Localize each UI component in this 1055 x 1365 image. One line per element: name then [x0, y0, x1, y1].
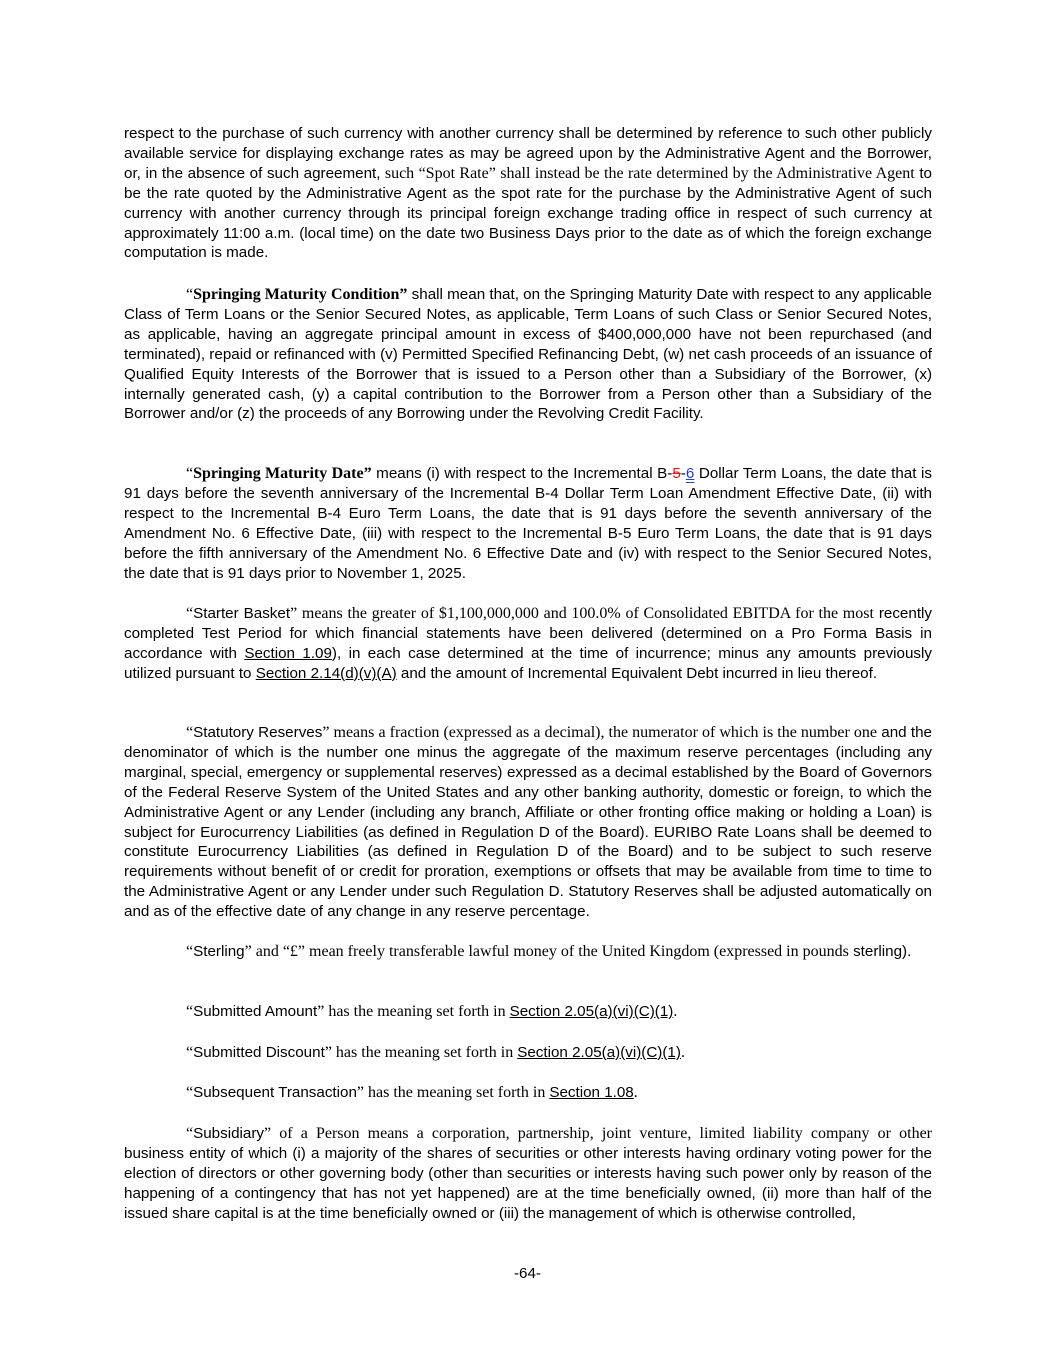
definition-text-serif: ” means the greater of $1,100,000,000 and 100.0% of Consolidated EBITDA for the most: [290, 605, 874, 622]
defined-term: Springing Maturity Date”: [193, 465, 372, 482]
definition-text: business entity of which (i) a majority of the shares of securities or other interests having ordinary voting power for the election of directors or other governing body (other than securities or interests having such power only by reason of the happening of a contingency that has not yet happened) are at the time beneficially owned, (ii) more than half of the issued share capital is at the time beneficially owned or (iii) the management of which is otherwise controlled,: [124, 1144, 932, 1222]
definition-text-serif: ” means a fraction (expressed as a decimal), the numerator of which is the number one: [322, 724, 877, 741]
defined-term: Submitted Amount: [193, 1003, 318, 1020]
definition-text: sterling).: [848, 943, 912, 960]
definition-text: shall mean that, on the Springing Maturity Date with respect to any applicable Class of Term Loans or the Senior Secured Notes, as applicable, Term Loans of such Class or Senior Secured Notes, as applicable, having an aggregate principal amount in excess of $400,000,000 have not been repurchased (and terminated), repaid or refinanced with (v) Permitted Specified Refinancing Debt, (w) net cash proceeds of an issuance of Qualified Equity Interests of the Borrower that is issued to a Person other than a Subsidiary of the Borrower, (x) internally generated cash, (y) a capital contribution to the Borrower from a Person other than a Subsidiary of the Borrower and/or (z) the proceeds of any Borrowing under the Revolving Credit Facility.: [124, 286, 932, 423]
definition-statutory-reserves: [124, 723, 932, 922]
definition-sterling: [124, 942, 932, 962]
open-quote: “: [186, 724, 194, 741]
definition-submitted-discount: [124, 1043, 932, 1063]
definition-springing-maturity-condition: [124, 285, 932, 424]
open-quote: “: [186, 1084, 194, 1101]
section-reference[interactable]: Section 2.14(d)(v)(A): [255, 664, 397, 682]
text-run: .: [633, 1084, 638, 1101]
definition-text-serif: ” and “£” mean freely transferable lawful money of the United Kingdom (expressed in pounds: [244, 943, 849, 960]
text-run: .: [673, 1003, 678, 1020]
inserted-revision: 6: [685, 465, 695, 482]
definition-text: means (i) with respect to the Incremental B-: [371, 465, 673, 482]
defined-term: Sterling: [193, 943, 245, 960]
definition-submitted-amount: [124, 1002, 932, 1022]
definition-text-serif: ” has the meaning set forth in: [356, 1084, 550, 1101]
defined-term: Starter Basket: [193, 605, 291, 622]
definition-text: and the amount of Incremental Equivalent Debt incurred in lieu thereof.: [396, 664, 878, 682]
section-reference[interactable]: Section 2.05(a)(vi)(C)(1): [509, 1003, 674, 1020]
defined-term: Statutory Reserves: [193, 724, 323, 741]
defined-term: Subsidiary: [193, 1125, 265, 1142]
definition-starter-basket: [124, 604, 932, 684]
paragraph-spot-rate-continued: [124, 124, 932, 263]
open-quote: “: [186, 605, 194, 622]
definition-text-serif: ” of a Person means a corporation, partnership, joint venture, limited liability company or other: [264, 1125, 932, 1142]
definition-springing-maturity-date: [124, 464, 932, 583]
page-number: -64-: [513, 1265, 541, 1282]
definition-subsidiary: [124, 1124, 932, 1224]
defined-term: Springing Maturity Condition”: [193, 286, 408, 303]
definition-text-serif: ” has the meaning set forth in: [324, 1044, 518, 1061]
open-quote: “: [186, 1003, 194, 1020]
deleted-revision: 5: [672, 465, 681, 482]
open-quote: “: [186, 465, 194, 482]
definition-text: and the denominator of which is the number one minus the aggregate of the maximum reserve percentages (including any marginal, special, emergency or supplemental reserves) expressed as a decimal established by the Board of Governors of the Federal Reserve System of the United States and any other banking authority, domestic or foreign, to which the Administrative Agent or any Lender (including any branch, Affiliate or other fronting office making or holding a Loan) is subject for Eurocurrency Liabilities (as defined in Regulation D of the Board). EURIBO Rate Loans shall be deemed to constitute Eurocurrency Liabilities (as defined in Regulation D of the Board) and to be subject to such reserve requirements without benefit of or credit for proration, exemptions or offsets that may be available from time to time to the Administrative Agent or any Lender under such Regulation D. Statutory Reserves shall be adjusted automatically on and as of the effective date of any change in any reserve percentage.: [124, 724, 932, 921]
defined-term: Submitted Discount: [193, 1044, 325, 1061]
open-quote: “: [186, 1125, 194, 1142]
definition-subsequent-transaction: [124, 1083, 932, 1103]
text-run: -: [680, 465, 686, 482]
defined-term: Subsequent Transaction: [193, 1084, 357, 1101]
definition-text: Dollar Term Loans, the date that is 91 days before the seventh anniversary of the Incremental B-4 Dollar Term Loan Amendment Effective Date, (ii) with respect to the Incremental B-4 Euro Term Loans, the date that is 91 days before the seventh anniversary of the Amendment No. 6 Effective Date, (iii) with respect to the Incremental B-5 Euro Term Loans, the date that is 91 days before the fifth anniversary of the Amendment No. 6 Effective Date and (iv) with respect to the Senior Secured Notes, the date that is 91 days prior to November 1, 2025.: [124, 465, 932, 582]
section-reference[interactable]: Section 1.08: [549, 1084, 634, 1101]
section-reference[interactable]: Section 1.09: [244, 644, 332, 662]
text-run: .: [680, 1044, 685, 1061]
text-run: respect to the purchase of such currency with another currency shall be determined by reference to such other publicly available service for displaying exchange rates as may be agreed upon by the Administrative Agent and the Borrower, or, in the absence of such agreement,: [124, 125, 932, 182]
section-reference[interactable]: Section 2.05(a)(vi)(C)(1): [517, 1044, 681, 1061]
open-quote: “: [186, 1044, 194, 1061]
text-run-serif: such “Spot Rate” shall instead be the rate determined by the Administrative Agent: [380, 164, 915, 182]
open-quote: “: [186, 286, 194, 303]
open-quote: “: [186, 943, 194, 960]
text-run: to be the rate quoted by the Administrative Agent as the spot rate for the purchase by the Administrative Agent of such currency with another currency through its principal foreign exchange trading office in respect of such currency at approximately 11:00 a.m. (local time) on the date two Business Days prior to the date as of which the foreign exchange computation is made.: [124, 164, 932, 262]
definition-text: ), in each case determined at the time of incurrence; minus any amounts previously utilized pursuant to: [124, 644, 932, 682]
definition-text-serif: ” has the meaning set forth in: [317, 1003, 510, 1020]
definition-text: recently completed Test Period for which financial statements have been delivered (determined on a Pro Forma Basis in accordance with: [124, 605, 933, 662]
